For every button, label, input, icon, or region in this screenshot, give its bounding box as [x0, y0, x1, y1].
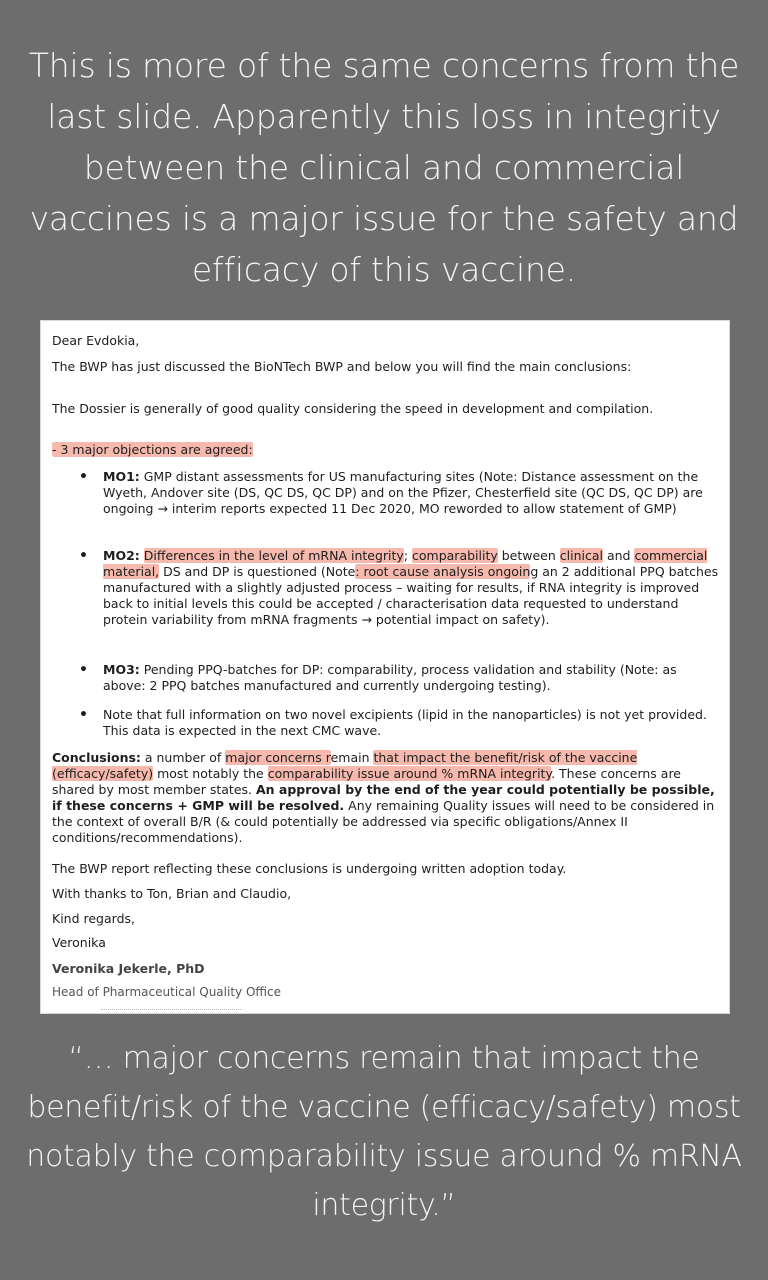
objections-heading-highlight: - 3 major objections are agreed: — [52, 442, 253, 457]
bottom-quote-caption: “… major concerns remain that impact the benefit/risk of the vaccine (efficacy/safety) most notably the comparability issue around % mRNA integrity.” — [26, 1041, 742, 1223]
mo2-text: DS and DP is questioned (Note — [159, 564, 356, 579]
conclusions-text: emain — [330, 750, 374, 765]
mo3-label: MO3: — [103, 662, 140, 677]
report-line: The BWP report reflecting these conclusions is undergoing written adoption today. — [52, 861, 567, 876]
top-caption: This is more of the same concerns from the last slide. Apparently this loss in integrity between the clinical and commercial vaccines is a major issue for the safety and efficacy of this vaccine. — [28, 46, 740, 289]
mo2-highlight-comparability: comparability — [412, 548, 498, 563]
regards-line: Kind regards, — [52, 911, 135, 926]
mo2-highlight-integrity: Differences in the level of mRNA integrity — [143, 548, 404, 563]
signature-first-name: Veronika — [52, 935, 106, 950]
mo2-label: MO2: — [103, 548, 140, 563]
dossier-paragraph: The Dossier is generally of good quality considering the speed in development and compilation. — [52, 401, 654, 416]
mo2-highlight-root-cause: : root cause analysis ongoin — [355, 564, 531, 579]
mo2-highlight-clinical: clinical — [559, 548, 603, 563]
signature-full-name — [52, 961, 720, 977]
bullet-dot: • — [79, 548, 88, 564]
bullet-dot: • — [79, 707, 88, 723]
email-document — [40, 320, 730, 1014]
mo3-text: Pending PPQ-batches for DP: comparability, process validation and stability (Note: as above: 2 PPQ batches manufactured and currently undergoing testing). — [103, 662, 677, 693]
conclusions-highlight-benefit-risk: that impact the benefit/risk of the vaccine (efficacy/safety) — [52, 750, 638, 781]
greeting: Dear Evdokia, — [52, 333, 140, 348]
conclusions-bold-approval: An approval by the end of the year could potentially be possible, if these concerns + GMP will be resolved. — [52, 782, 715, 813]
conclusions-paragraph — [52, 750, 720, 846]
intro-paragraph: The BWP has just discussed the BioNTech BWP and below you will find the main conclusions: — [52, 359, 632, 374]
note-text: Note that full information on two novel excipients (lipid in the nanoparticles) is not yet provided. This data is expected in the next CMC wave. — [103, 707, 707, 738]
conclusions-highlight-major-concerns: major concerns r — [225, 750, 331, 765]
conclusions-text: . These concerns are shared by most member states. — [52, 766, 681, 797]
mo2-text: between — [497, 548, 560, 563]
mo1-text: GMP distant assessments for US manufacturing sites (Note: Distance assessment on the Wyeth, Andover site (DS, QC DS, QC DP) and on the Pfizer, Chesterfield site (QC DS, QC DP) are ongoing → interim reports expected 11 Dec 2020, MO reworded to allow statement of GMP) — [103, 469, 703, 516]
conclusions-text: Any remaining Quality issues will need to be considered in the context of overall B/R (& could potentially be addressed via specific obligations/Annex II conditions/recommendations). — [52, 798, 715, 845]
cut-off-line — [101, 1009, 241, 1013]
conclusions-label: Conclusions: — [52, 750, 141, 765]
bullet-dot: • — [79, 662, 88, 678]
signature-name-text: Veronika Jekerle, PhD — [52, 961, 205, 976]
signature-title: Head of Pharmaceutical Quality Office — [52, 985, 281, 999]
mo2-text: and — [603, 548, 635, 563]
mo2-highlight-commercial: commercial material, — [103, 548, 708, 579]
mo1-label: MO1: — [103, 469, 140, 484]
conclusions-highlight-comparability: comparability issue around % mRNA integrity — [267, 766, 552, 781]
mo2-text: ; — [403, 548, 413, 563]
conclusions-text: a number of — [140, 750, 226, 765]
thanks-line: With thanks to Ton, Brian and Claudio, — [52, 886, 292, 901]
conclusions-text: most notably the — [153, 766, 268, 781]
bullet-dot: • — [79, 469, 88, 485]
objections-heading — [52, 442, 720, 458]
mo2-text: g an 2 additional PPQ batches manufactured with a slightly adjusted process – waiting for results, if RNA integrity is improved back to initial levels this could be accepted / characterisation data requested to understand protein variability from mRNA fragments → potential impact on safety). — [103, 564, 719, 627]
